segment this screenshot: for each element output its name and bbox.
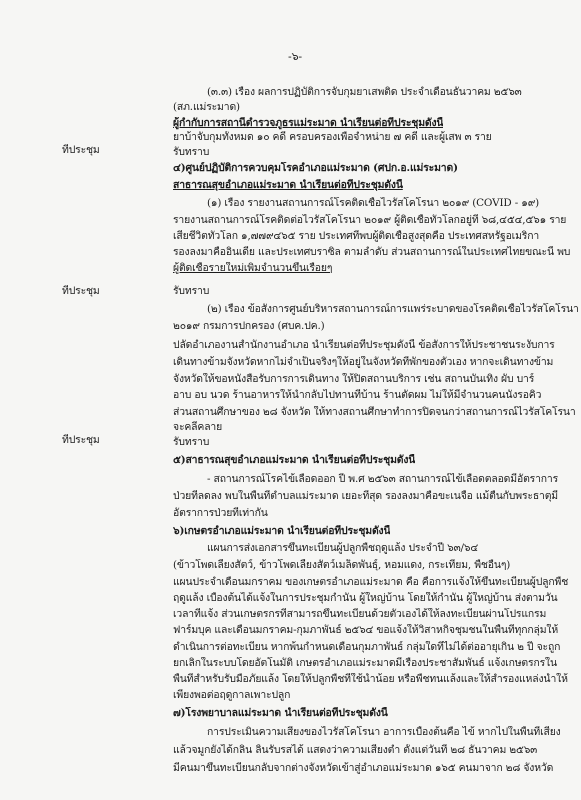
section-heading: ๔)ศูนย์ปฏิบัติการควบคุมโรคอำเภอแม่ระมาด (ศปก.อ.แม่ระมาด): [173, 162, 458, 174]
section-heading: ๗)โรงพยาบาลแม่ระมาด นำเรียนต่อที่ประชุมดังนี้: [173, 707, 388, 719]
body-line: แผนการส่งเอกสารขึ้นทะเบียนผู้ปลูกพืชฤดูแล้ง ประจำปี ๖๓/๖๔: [207, 542, 479, 554]
body-line: ผู้ติดเชื้อรายใหม่เพิ่มจำนวนขึ้นเรื่อยๆ: [173, 262, 333, 274]
body-line: พื้นที่สำหรับรับมือภัยแล้ง โดยให้ปลูกพืชที่ใช้น้ำน้อย หรือพืชทนแล้งและให้สำรองแหล่งน้ำให้: [173, 673, 568, 685]
body-line: ปลัดอำเภองานสำนักงานอำเภอ นำเรียนต่อที่ประชุมดังนี้ ข้อสั่งการให้ประชาชนระงับการ: [173, 339, 555, 351]
body-line: เพียงพอต่อฤดูกาลเพาะปลูก: [173, 689, 291, 701]
body-line: สาธารณสุขอำเภอแม่ระมาด นำเรียนต่อที่ประชุมดังนี้: [173, 179, 403, 191]
body-line: รับทราบ: [173, 285, 210, 297]
body-line: เวลาที่แจ้ง ส่วนเกษตรกรที่สามารถขึ้นทะเบียนด้วยตัวเองได้ให้ลงทะเบียนผ่านโปรแกรม: [173, 608, 547, 620]
section-heading: ๖)เกษตรอำเภอแม่ระมาด นำเรียนต่อที่ประชุมดังนี้: [173, 525, 391, 537]
body-line: รับทราบ: [173, 436, 210, 448]
body-line: ยาบ้าจับกุมทั้งหมด ๑๐ คดี ครอบครองเพื่อจำหน่าย ๗ คดี และผู้เสพ ๓ ราย: [173, 131, 492, 143]
body-line: แล้วจมูกยังได้กลิ่น ลิ้นรับรสได้ แสดงว่าความเสี่ยงต่ำ ตั้งแต่วันที่ ๒๘ ธันวาคม ๒๕๖๓: [173, 744, 538, 756]
body-line: ส่วนสถานศึกษาของ ๒๘ จังหวัด ให้ทางสถานศึกษาทำการปิดจนกว่าสถานการณ์ไวรัสโคโรนา: [173, 406, 576, 418]
body-line: (๑) เรื่อง รายงานสถานการณ์โรคติดเชื้อไวรัสโคโรนา ๒๐๑๙ (COVID - ๑๙): [207, 197, 540, 209]
body-line: อาบ อบ นวด ร้านอาหารให้นำกลับไปทานที่บ้าน ร้านตัดผม ไม่ให้มีจำนวนคนนั่งรอคิว: [173, 389, 542, 401]
body-line: - สถานการณ์โรคไข้เลือดออก ปี พ.ศ ๒๕๖๓ สถานการณ์ไข้เลือดตลอดมีอัตราการ: [207, 473, 559, 485]
body-line: ยกเลิกในระบบโดยอัตโนมัติ เกษตรอำเภอแม่ระมาดมีเรื่องประชาสัมพันธ์ แจ้งเกษตรกรใน: [173, 657, 557, 669]
body-line: (ข้าวโพดเลี้ยงสัตว์, ข้าวโพดเลี้ยงสัตว์เมล็ดพันธุ์, หอมแดง, กระเทียม, พืชอื่นๆ): [173, 559, 511, 571]
body-line: (๓.๓) เรื่อง ผลการปฏิบัติการจับกุมยาเสพติด ประจำเดือนธันวาคม ๒๕๖๓: [207, 86, 522, 98]
body-line: ฤดูแล้ง เบื้องต้นได้แจ้งในการประชุมกำนัน ผู้ใหญ่บ้าน โดยให้กำนัน ผู้ใหญ่บ้าน ส่งตามวัน: [173, 592, 558, 604]
body-line: อัตราการป่วยที่เท่ากัน: [173, 507, 268, 519]
body-line: การประเมินความเสี่ยงของไวรัสโคโรนา อาการเบื้องต้นคือ ไข้ หากไปในพื้นที่เสี่ยง: [207, 726, 561, 738]
body-line: ผู้กำกับการสถานีตำรวจภูธรแม่ระมาด นำเรียนต่อที่ประชุมดังนี้: [173, 117, 444, 129]
body-line: เดินทางข้ามจังหวัดหากไม่จำเป็นจริงๆให้อยู่ในจังหวัดที่พักของตัวเอง หากจะเดินทางข้าม: [173, 356, 554, 368]
body-line: (๒) เรื่อง ข้อสั่งการศูนย์บริหารสถานการณ์การแพร่ระบาดของโรคติดเชื้อไวรัสโคโรนา: [207, 303, 579, 315]
page-number: -๖-: [288, 50, 302, 63]
body-line: เสียชีวิตทั่วโลก ๑,๗๗๙๔๖๕ ราย ประเทศที่พบผู้ติดเชื้อสูงสุดคือ ประเทศสหรัฐอเมริกา: [173, 230, 540, 242]
body-line: ฟาร์มบุค และเดือนมกราคม-กุมภาพันธ์ ๒๕๖๔ ขอแจ้งให้วิสาหกิจชุมชนในพื้นที่ทุกกลุ่มให้: [173, 624, 559, 636]
body-line: จังหวัดให้ขอหนังสือรับการการเดินทาง ให้ปิดสถานบริการ เช่น สถานบันเทิง ผับ บาร์: [173, 373, 535, 385]
body-line: รองลงมาคืออินเดีย และประเทศบราซิล ตามลำดับ ส่วนสถานการณ์ในประเทศไทยขณะนี้ พบ: [173, 246, 571, 258]
body-line: มีคนมาขึ้นทะเบียนกลับจากต่างจังหวัดเข้าสู่อำเภอแม่ระมาด ๑๖๕ คนมาจาก ๒๘ จังหวัด: [173, 762, 554, 774]
meeting-label: ที่ประชุม: [62, 285, 100, 297]
body-line: รายงานสถานการณ์โรคติดต่อไวรัสโคโรนา ๒๐๑๙ ผู้ติดเชื้อทั่วโลกอยู่ที่ ๖๘,๔๕๔,๕๖๑ ราย: [173, 214, 567, 226]
section-heading: ๕)สาธารณสุขอำเภอแม่ระมาด นำเรียนต่อที่ประชุมดังนี้: [173, 454, 416, 466]
body-line: ๒๐๑๙ กรมการปกครอง (ศบค.ปค.): [173, 320, 325, 332]
body-line: ป่วยที่ลดลง พบในพื้นที่ตำบลแม่ระมาด เยอะที่สุด รองลงมาคือขะเนจื้อ แม้ตื่นกับพระธาตุมี: [173, 490, 558, 502]
meeting-label: ที่ประชุม: [62, 144, 100, 156]
body-line: จะคลี่คลาย: [173, 421, 223, 433]
body-line: รับทราบ: [173, 146, 210, 158]
body-line: แผนประจำเดือนมกราคม ของเกษตรอำเภอแม่ระมาด คือ คือการแจ้งให้ขึ้นทะเบียนผู้ปลูกพืช: [173, 576, 569, 588]
body-line: ดำเนินการต่อทะเบียน หากพ้นกำหนดเดือนกุมภาพันธ์ กลุ่มใดที่ไม่ได้ต่ออายุเกิน ๒ ปี จะถูก: [173, 641, 561, 653]
meeting-label: ที่ประชุม: [62, 434, 100, 446]
body-line: (สภ.แม่ระมาด): [173, 101, 240, 113]
